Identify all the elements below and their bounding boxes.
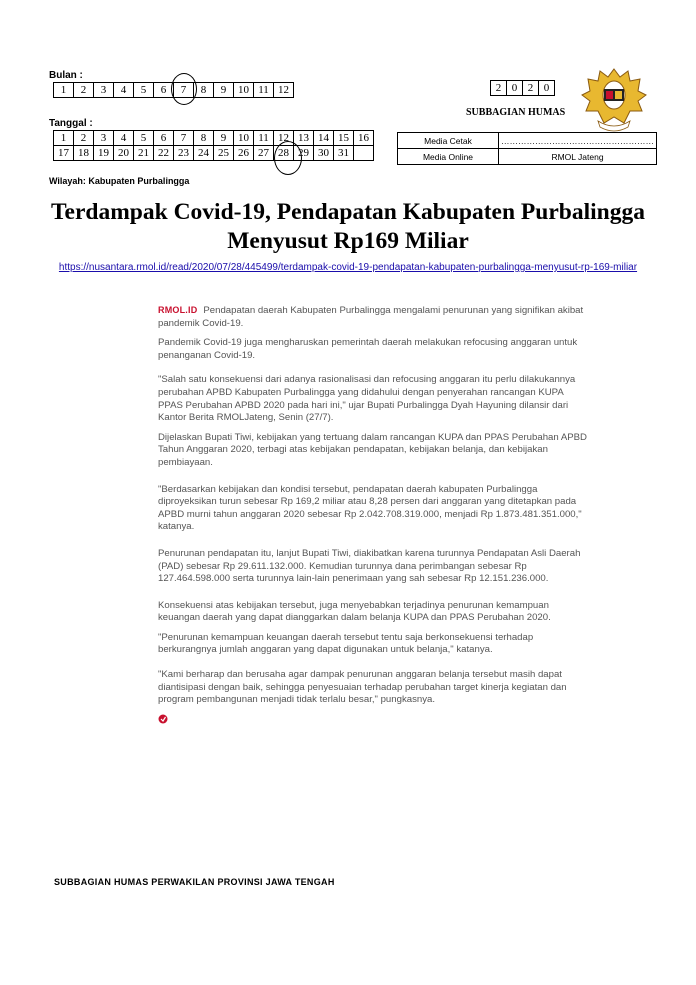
day-cell: 8 [194,131,214,146]
month-cell: 1 [54,83,74,98]
month-cell: 8 [194,83,214,98]
day-cell: 10 [234,131,254,146]
bulan-label: Bulan : [49,70,83,81]
month-cell: 10 [234,83,254,98]
day-cell: 21 [134,146,154,161]
month-cell: 5 [134,83,154,98]
article-url-link[interactable]: https://nusantara.rmol.id/read/2020/07/28/445499/terdampak-covid-19-pendapatan-kabupaten-purbalingga-menyusut-rp-169-miliar [58,262,638,273]
article-paragraph: Konsekuensi atas kebijakan tersebut, juga menyebabkan terjadinya penurunan kemampuan keuangan daerah yang dapat dianggarkan dalam belanja KUPA dan PPAS Perubahan 2020. [158,599,551,624]
day-cell: 25 [214,146,234,161]
day-cell: 22 [154,146,174,161]
media-cetak-value: ……………………………………………… [499,133,657,149]
article-paragraph: "Berdasarkan kebijakan dan kondisi tersebut, pendapatan daerah kabupaten Purbalingga diproyeksikan turun sebesar Rp 169,2 miliar atau 8,28 persen dari anggaran yang ditetapkan pada APBD murni tahun anggaran 2020 sebesar Rp 2.042.708.319.000, menjadi Rp 1.873.481.351.000," katanya. [158,483,582,533]
garuda-emblem-icon [580,65,648,135]
rmol-logo: RMOL.ID [158,305,198,315]
year-box [490,80,555,96]
day-cell: 11 [254,131,274,146]
day-cell: 26 [234,146,254,161]
rmol-end-icon [158,714,168,724]
media-online-value: RMOL Jateng [499,149,657,165]
day-cell: 23 [174,146,194,161]
article-title: Terdampak Covid-19, Pendapatan Kabupaten Purbalingga Menyusut Rp169 Miliar [51,199,645,254]
day-cell: 27 [254,146,274,161]
footer-text: SUBBAGIAN HUMAS PERWAKILAN PROVINSI JAWA TENGAH [54,877,335,887]
media-online-label: Media Online [398,149,499,165]
day-cell: 31 [334,146,354,161]
subbagian-label: SUBBAGIAN HUMAS [466,107,566,118]
month-cell: 6 [154,83,174,98]
selected-month-circle [171,73,197,105]
day-cell: 3 [94,131,114,146]
year-digit-cell: 0 [539,81,555,96]
selected-day-circle [274,141,302,175]
day-cell: 2 [74,131,94,146]
day-cell: 1 [54,131,74,146]
day-cell: 16 [354,131,374,146]
article-paragraph: "Kami berharap dan berusaha agar dampak penurunan anggaran belanja tersebut masih dapat diantisipasi dengan baik, sehingga penyesuaian terhadap perubahan target kinerja kegiatan dan program pembangunan menjadi tidak terlalu besar," pungkasnya. [158,669,567,706]
month-cell: 7 [174,83,194,98]
article-paragraph: "Salah satu konsekuensi dari adanya rasionalisasi dan refocusing anggaran itu perlu dilakukannya perubahan APBD Kabupaten Purbalingga yang didahului dengan penyerahan rancangan KUPA PPAS Perubahan APBD 2020 pada hari ini," ujar Bupati Purbalingga Dyah Hayuning dilansir dari Kantor Berita RMOLJateng, Senin (27/7). [158,374,576,424]
day-cell: 20 [114,146,134,161]
day-grid [53,130,374,161]
day-cell: 12 [274,131,294,146]
month-cell: 9 [214,83,234,98]
year-digit-cell: 2 [491,81,507,96]
month-cell: 12 [274,83,294,98]
article-body [158,304,588,728]
day-cell: 28 [274,146,294,161]
day-cell: 14 [314,131,334,146]
day-cell: 18 [74,146,94,161]
article-paragraph: Penurunan pendapatan itu, lanjut Bupati Tiwi, diakibatkan karena turunnya Pendapatan Asli Daerah (PAD) sebesar Rp 29.611.132.000. Kemudian turunnya dana perimbangan sebesar Rp 127.464.598.000 serta turunnya lain-lain penerimaan yang sah sebesar Rp 12.151.236.000. [158,547,581,585]
year-digit-cell: 0 [507,81,523,96]
month-cell: 3 [94,83,114,98]
article-url-container [40,261,656,274]
day-cell: 7 [174,131,194,146]
tanggal-label: Tanggal : [49,118,93,129]
day-cell: 4 [114,131,134,146]
day-cell: 24 [194,146,214,161]
article-paragraph: Pandemik Covid-19 juga mengharuskan pemerintah daerah melakukan refocusing anggaran untuk penanganan Covid-19. [158,337,578,361]
article-paragraph: Dijelaskan Bupati Tiwi, kebijakan yang tertuang dalam rancangan KUPA dan PPAS Perubahan APBD Tahun Anggaran 2020, terbagi atas kebijakan pendapatan, kebijakan belanja, dan kebijakan pembiayaan. [158,431,587,468]
article-paragraph: RMOL.ID Pendapatan daerah Kabupaten Purbalingga mengalami penurunan yang signifikan akibat pandemik Covid-19. [158,305,584,329]
month-cell: 11 [254,83,274,98]
day-cell: 19 [94,146,114,161]
article-paragraph: "Penurunan kemampuan keuangan daerah tersebut tentu saja berkonsekuensi terhadap berkurangnya jumlah anggaran yang dapat digunakan untuk belanja," katanya. [158,631,534,656]
day-cell: 9 [214,131,234,146]
day-cell: 15 [334,131,354,146]
day-cell: 17 [54,146,74,161]
day-cell: 30 [314,146,334,161]
year-digit-cell: 2 [523,81,539,96]
media-cetak-label: Media Cetak [398,133,499,149]
month-cell: 4 [114,83,134,98]
day-cell: 6 [154,131,174,146]
day-cell: 29 [294,146,314,161]
wilayah-label: Wilayah: Kabupaten Purbalingga [49,176,190,186]
media-table [397,132,657,165]
day-cell [354,146,374,161]
day-cell: 13 [294,131,314,146]
month-cell: 2 [74,83,94,98]
day-cell: 5 [134,131,154,146]
